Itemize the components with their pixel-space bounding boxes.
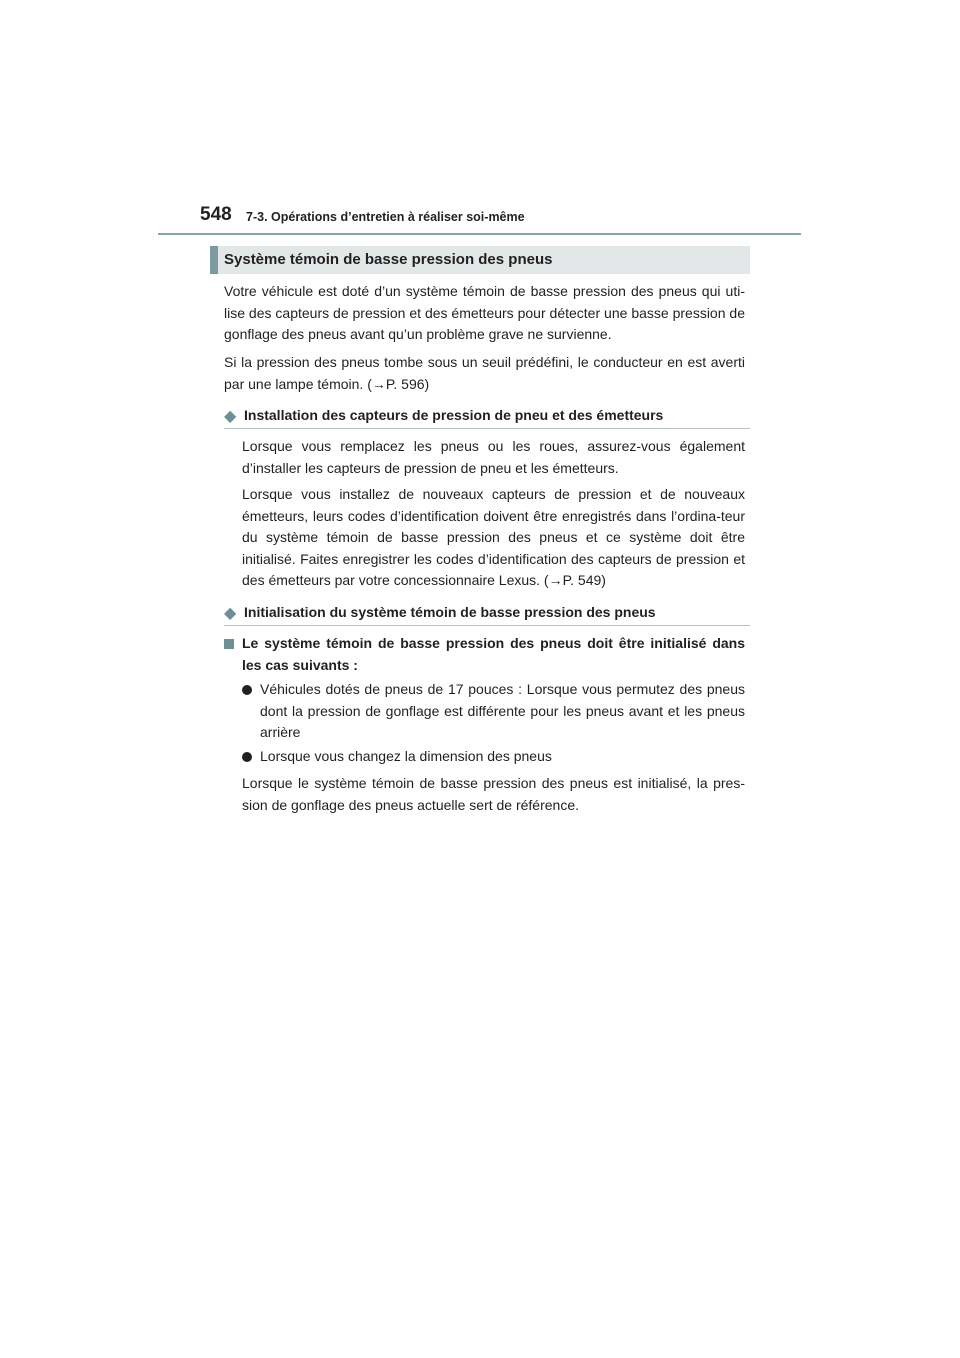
section-title-bar bbox=[210, 246, 750, 274]
page-header bbox=[200, 204, 760, 230]
case-heading bbox=[224, 633, 745, 676]
installation-heading-text: Installation des capteurs de pression de pneu et des émetteurs bbox=[244, 407, 664, 423]
initialisation-heading bbox=[224, 601, 750, 626]
case-heading-text: Le système témoin de basse pression des pneus doit être initialisé dans les cas suivants : bbox=[242, 635, 745, 673]
bullet-dot-icon bbox=[242, 685, 252, 695]
diamond-icon: ◆ bbox=[224, 605, 237, 622]
section-title: Système témoin de basse pression des pneus bbox=[224, 251, 553, 268]
intro-paragraph-1: Votre véhicule est doté d’un système témoin de basse pression des pneus qui uti-lise des capteurs de pression et des émetteurs pour détecter une basse pression de gonflage des pneus avant qu’un problème grave ne survienne. bbox=[224, 283, 745, 343]
bullet-dot-icon bbox=[242, 752, 252, 762]
section-accent-bar bbox=[210, 246, 218, 274]
chapter-title: 7-3. Opérations d’entretien à réaliser soi-même bbox=[246, 210, 525, 224]
page-number: 548 bbox=[200, 204, 232, 225]
list-item-text: Véhicules dotés de pneus de 17 pouces : Lorsque vous permutez des pneus dont la pression de gonflage est différente pour les pneus avant et les pneus arrière bbox=[260, 681, 745, 741]
installation-paragraph-1: Lorsque vous remplacez les pneus ou les roues, assurez-vous également d’installer les capteurs de pression de pneu et les émetteurs. bbox=[242, 438, 745, 476]
list-item-text: Lorsque vous changez la dimension des pneus bbox=[260, 748, 552, 764]
installation-heading bbox=[224, 404, 750, 429]
intro-paragraph-2: Si la pression des pneus tombe sous un seuil prédéfini, le conducteur en est averti par une lampe témoin. (→P. 596) bbox=[224, 354, 745, 392]
installation-paragraph-2: Lorsque vous installez de nouveaux capteurs de pression et de nouveaux émetteurs, leurs codes d’identification doivent être enregistrés dans l’ordina-teur du système témoin de basse pression des pneus et ce système doit être initialisé. Faites enregistrer les codes d’identification des capteurs de pression et des émetteurs par votre concessionnaire Lexus. (→P. 549) bbox=[242, 486, 745, 589]
header-rule bbox=[158, 233, 801, 235]
initialisation-note: Lorsque le système témoin de basse pression des pneus est initialisé, la pres-sion de gonflage des pneus actuelle sert de référence. bbox=[242, 775, 745, 813]
square-bullet-icon bbox=[224, 639, 234, 649]
diamond-icon: ◆ bbox=[224, 408, 237, 425]
list-item bbox=[242, 746, 745, 768]
initialisation-heading-text: Initialisation du système témoin de basse pression des pneus bbox=[244, 604, 656, 620]
list-item bbox=[242, 679, 745, 744]
